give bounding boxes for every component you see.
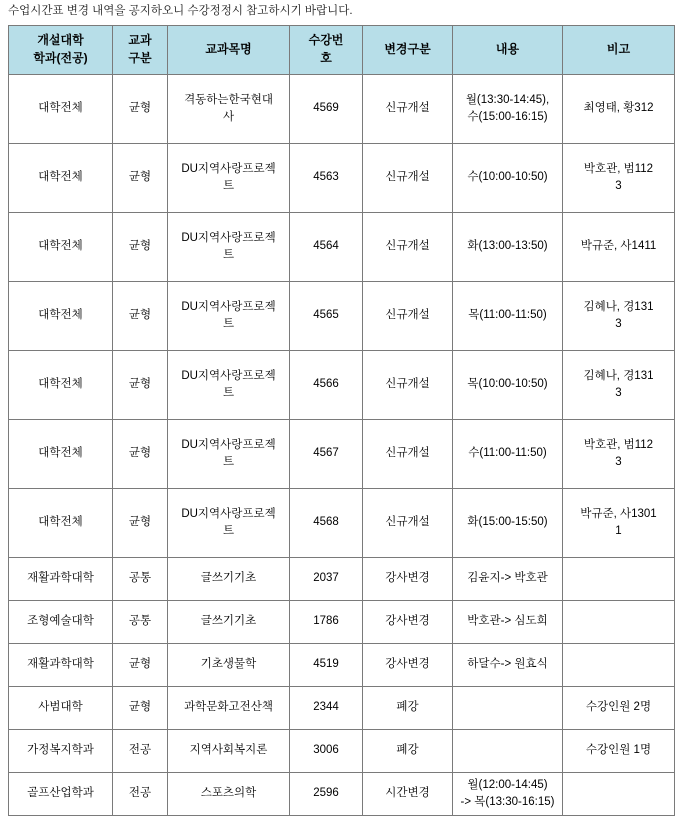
cell-remark	[563, 643, 675, 686]
cell-change-type: 폐강	[363, 686, 453, 729]
cell-content-line1: 목(11:00-11:50)	[468, 309, 547, 322]
header-row	[9, 25, 675, 74]
cell-division: 균형	[113, 686, 168, 729]
cell-number: 4569	[290, 74, 363, 143]
cell-remark	[563, 350, 675, 419]
column-header-content-line1: 내용	[495, 42, 520, 57]
column-header-course-line1: 교과목명	[205, 42, 252, 57]
cell-content-line1: 수(11:00-11:50)	[468, 447, 547, 460]
cell-content-line1: 화(13:00-13:50)	[467, 240, 548, 253]
cell-content-line1: 월(12:00-14:45)	[467, 779, 548, 792]
cell-change-type: 신규개설	[363, 419, 453, 488]
column-header-college	[9, 25, 113, 74]
cell-college: 사범대학	[9, 686, 113, 729]
cell-content-line2: -> 목(13:30-16:15)	[460, 795, 555, 808]
column-header-change-type	[363, 25, 453, 74]
cell-content	[453, 74, 563, 143]
cell-content: 박호관-> 심도희	[453, 600, 563, 643]
cell-course: 기초생물학	[168, 643, 290, 686]
cell-number: 2344	[290, 686, 363, 729]
cell-course: 과학문화고전산책	[168, 686, 290, 729]
cell-remark-line2: 3	[615, 386, 622, 399]
column-header-college-line1: 개설대학	[37, 33, 84, 48]
cell-course-line1: DU지역사랑프로젝	[181, 163, 276, 176]
cell-remark	[563, 212, 675, 281]
cell-remark	[563, 143, 675, 212]
cell-remark	[563, 419, 675, 488]
cell-remark-line1: 박규준, 사1411	[580, 240, 657, 253]
cell-division: 균형	[113, 74, 168, 143]
cell-number: 4565	[290, 281, 363, 350]
cell-division: 균형	[113, 212, 168, 281]
cell-content-line1: 월(13:30-14:45),	[465, 94, 550, 107]
cell-course-line1: DU지역사랑프로젝	[181, 370, 276, 383]
cell-course-line1: DU지역사랑프로젝	[181, 508, 276, 521]
table-row	[9, 488, 675, 557]
cell-change-type: 신규개설	[363, 281, 453, 350]
cell-change-type: 강사변경	[363, 643, 453, 686]
cell-division: 균형	[113, 643, 168, 686]
table-row	[9, 557, 675, 600]
cell-change-type: 신규개설	[363, 212, 453, 281]
cell-remark	[563, 600, 675, 643]
column-header-number-line2: 호	[320, 50, 332, 65]
cell-change-type: 폐강	[363, 729, 453, 772]
column-header-course	[168, 25, 290, 74]
cell-college: 가정복지학과	[9, 729, 113, 772]
cell-college: 대학전체	[9, 281, 113, 350]
table-row	[9, 212, 675, 281]
table-body	[9, 74, 675, 815]
cell-change-type: 신규개설	[363, 350, 453, 419]
cell-change-type: 신규개설	[363, 74, 453, 143]
cell-remark-line1: 김혜나, 경131	[583, 301, 654, 314]
cell-remark-line1: 최영태, 황312	[583, 102, 654, 115]
column-header-college-line2: 학과(전공)	[33, 50, 88, 65]
schedule-table	[8, 25, 675, 816]
cell-remark-line1: 박호관, 범112	[583, 163, 654, 176]
cell-remark-line1: 박규준, 사1301	[580, 508, 657, 521]
cell-remark-line2: 3	[615, 179, 622, 192]
table-row	[9, 74, 675, 143]
cell-course-line2: 트	[222, 455, 235, 468]
cell-college: 대학전체	[9, 488, 113, 557]
cell-division: 균형	[113, 419, 168, 488]
cell-content	[453, 419, 563, 488]
table-row	[9, 772, 675, 815]
cell-course-line2: 트	[222, 248, 235, 261]
cell-change-type: 신규개설	[363, 488, 453, 557]
cell-content	[453, 350, 563, 419]
cell-content: 김윤지-> 박호관	[453, 557, 563, 600]
table-row	[9, 143, 675, 212]
cell-content	[453, 772, 563, 815]
cell-college: 대학전체	[9, 212, 113, 281]
cell-course-line2: 트	[222, 317, 235, 330]
cell-course-line1: DU지역사랑프로젝	[181, 439, 276, 452]
cell-content-line2: 수(15:00-16:15)	[467, 110, 548, 123]
cell-remark	[563, 488, 675, 557]
cell-course-line2: 사	[222, 110, 235, 123]
table-row	[9, 350, 675, 419]
cell-college: 조형예술대학	[9, 600, 113, 643]
cell-course-line2: 트	[222, 179, 235, 192]
cell-content	[453, 281, 563, 350]
cell-course-line2: 트	[222, 386, 235, 399]
column-header-number	[290, 25, 363, 74]
cell-content	[453, 143, 563, 212]
cell-change-type: 신규개설	[363, 143, 453, 212]
column-header-division-line1: 교과	[128, 33, 152, 48]
cell-number: 4564	[290, 212, 363, 281]
cell-college: 대학전체	[9, 74, 113, 143]
column-header-content	[453, 25, 563, 74]
cell-content	[453, 686, 563, 729]
cell-change-type: 시간변경	[363, 772, 453, 815]
cell-course	[168, 212, 290, 281]
cell-course	[168, 281, 290, 350]
cell-number: 4567	[290, 419, 363, 488]
cell-content: 하달수-> 원효식	[453, 643, 563, 686]
cell-content	[453, 212, 563, 281]
cell-course-line2: 트	[222, 524, 235, 537]
cell-remark: 수강인원 1명	[563, 729, 675, 772]
cell-division: 전공	[113, 729, 168, 772]
table-row	[9, 419, 675, 488]
column-header-number-line1: 수강번	[308, 33, 344, 48]
notice-text: 수업시간표 변경 내역을 공지하오니 수강정정시 참고하시기 바랍니다.	[8, 5, 353, 17]
cell-number: 2037	[290, 557, 363, 600]
cell-number: 4568	[290, 488, 363, 557]
cell-number: 1786	[290, 600, 363, 643]
column-header-remark	[563, 25, 675, 74]
cell-remark: 수강인원 2명	[563, 686, 675, 729]
cell-number: 3006	[290, 729, 363, 772]
cell-course-line1: DU지역사랑프로젝	[181, 232, 276, 245]
cell-number: 4563	[290, 143, 363, 212]
column-header-remark-line1: 비고	[606, 42, 631, 57]
cell-remark	[563, 281, 675, 350]
table-row	[9, 281, 675, 350]
cell-content-line1: 화(15:00-15:50)	[467, 516, 548, 529]
cell-division: 균형	[113, 281, 168, 350]
cell-college: 재활과학대학	[9, 643, 113, 686]
column-header-change-type-line1: 변경구분	[384, 42, 431, 57]
cell-remark-line2: 3	[615, 317, 622, 330]
cell-content-line1: 목(10:00-10:50)	[467, 378, 548, 391]
column-header-division-line2: 구분	[128, 50, 152, 65]
cell-remark-line1: 박호관, 범112	[583, 439, 654, 452]
cell-division: 균형	[113, 488, 168, 557]
cell-number: 2596	[290, 772, 363, 815]
cell-remark-line2: 3	[615, 455, 622, 468]
cell-course-line1: DU지역사랑프로젝	[181, 301, 276, 314]
cell-course	[168, 419, 290, 488]
cell-change-type: 강사변경	[363, 557, 453, 600]
cell-number: 4519	[290, 643, 363, 686]
cell-course	[168, 74, 290, 143]
cell-college: 골프산업학과	[9, 772, 113, 815]
cell-course: 지역사회복지론	[168, 729, 290, 772]
table-row	[9, 600, 675, 643]
cell-course: 글쓰기기초	[168, 600, 290, 643]
cell-course	[168, 143, 290, 212]
cell-division: 균형	[113, 350, 168, 419]
cell-remark	[563, 74, 675, 143]
column-header-division	[113, 25, 168, 74]
cell-course: 글쓰기기초	[168, 557, 290, 600]
cell-division: 균형	[113, 143, 168, 212]
cell-division: 전공	[113, 772, 168, 815]
cell-remark	[563, 557, 675, 600]
table-header	[9, 25, 675, 74]
cell-remark-line2: 1	[615, 524, 622, 537]
cell-remark	[563, 772, 675, 815]
cell-division: 공통	[113, 600, 168, 643]
table-row	[9, 729, 675, 772]
cell-course-line1: 격동하는한국현대	[184, 94, 273, 107]
cell-number: 4566	[290, 350, 363, 419]
table-row	[9, 686, 675, 729]
cell-course	[168, 350, 290, 419]
cell-content	[453, 729, 563, 772]
cell-college: 대학전체	[9, 350, 113, 419]
cell-content	[453, 488, 563, 557]
cell-college: 대학전체	[9, 419, 113, 488]
cell-college: 대학전체	[9, 143, 113, 212]
cell-change-type: 강사변경	[363, 600, 453, 643]
cell-course	[168, 488, 290, 557]
cell-content-line1: 수(10:00-10:50)	[467, 171, 548, 184]
table-row	[9, 643, 675, 686]
cell-division: 공통	[113, 557, 168, 600]
cell-college: 재활과학대학	[9, 557, 113, 600]
cell-remark-line1: 김혜나, 경131	[583, 370, 654, 383]
cell-course: 스포츠의학	[168, 772, 290, 815]
